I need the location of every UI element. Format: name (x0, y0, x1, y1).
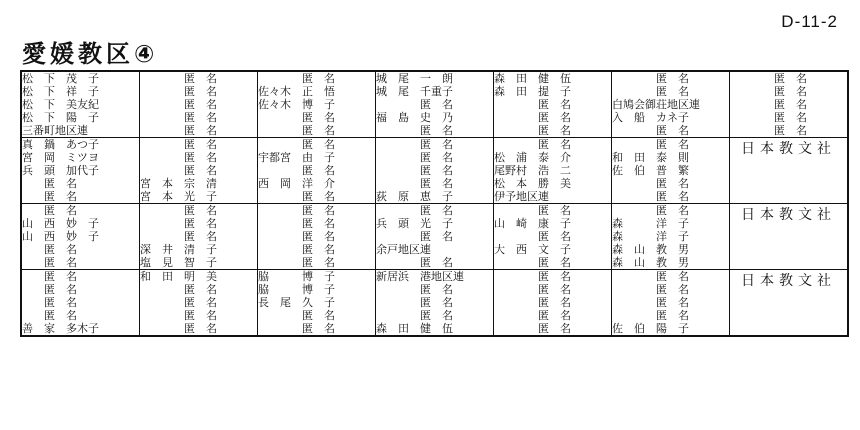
donor-name: 匿 名 (258, 322, 335, 335)
donor-name: 余戸地区連 (376, 243, 431, 256)
donor-name: 山 西 妙 子 (22, 217, 99, 230)
donor-table (20, 70, 849, 337)
table-row (21, 71, 848, 138)
donor-name: 匿 名 (140, 309, 217, 322)
donor-name: 匿 名 (612, 190, 689, 203)
donor-name: 松 本 勝 美 (494, 177, 571, 190)
donor-name: 森 田 提 子 (494, 85, 571, 98)
donor-name: 善 家 多木子 (22, 322, 99, 335)
donor-name: 宮 岡 ミツヨ (22, 151, 99, 164)
name-cell (612, 138, 730, 204)
donor-name: 尾野村 浩 二 (494, 164, 571, 177)
donor-name: 匿 名 (22, 243, 77, 256)
document-code: D-11-2 (781, 12, 838, 31)
donor-name: 匿 名 (376, 177, 453, 190)
name-cell (376, 138, 494, 204)
donor-name: 匿 名 (258, 230, 335, 243)
donor-name: 匿 名 (376, 151, 453, 164)
donor-name: 西 岡 洋 介 (258, 177, 335, 190)
donor-name: 匿 名 (730, 111, 807, 124)
donor-name: 匿 名 (22, 177, 77, 190)
donor-name: 佐 伯 陽 子 (612, 322, 689, 335)
name-cell (612, 270, 730, 337)
name-cell (21, 138, 140, 204)
donor-name: 匿 名 (612, 138, 689, 151)
donor-name: 匿 名 (140, 72, 217, 85)
donor-name: 匿 名 (22, 283, 77, 296)
name-cell (140, 71, 258, 138)
donor-name: 真 鍋 あつ子 (22, 138, 99, 151)
donor-name: 山 西 妙 子 (22, 230, 99, 243)
name-cell (494, 138, 612, 204)
donor-name: 入 船 カネ子 (612, 111, 689, 124)
donor-name: 佐々木 正 悟 (258, 85, 335, 98)
donor-name: 荻 原 恵 子 (376, 190, 453, 203)
donor-name: 松 下 祥 子 (22, 85, 99, 98)
donor-name: 匿 名 (612, 309, 689, 322)
donor-name: 匿 名 (376, 230, 453, 243)
donor-name: 匿 名 (140, 204, 217, 217)
donor-name: 匿 名 (258, 138, 335, 151)
name-cell (494, 204, 612, 270)
donor-name: 匿 名 (612, 85, 689, 98)
donor-name: 匿 名 (494, 124, 571, 137)
donor-name: 匿 名 (258, 309, 335, 322)
donor-name: 匿 名 (140, 283, 217, 296)
donor-name: 匿 名 (730, 85, 807, 98)
donor-name: 宮 本 光 子 (140, 190, 217, 203)
donor-name: 脇 博 子 (258, 283, 335, 296)
name-cell (376, 270, 494, 337)
donor-name: 匿 名 (140, 98, 217, 111)
donor-name: 匿 名 (140, 151, 217, 164)
name-cell (258, 204, 376, 270)
donor-name: 匿 名 (22, 270, 77, 283)
name-cell (494, 71, 612, 138)
name-cell (21, 270, 140, 337)
donor-name: 匿 名 (612, 177, 689, 190)
donor-name: 匿 名 (22, 296, 77, 309)
donor-name: 匿 名 (494, 270, 571, 283)
donor-name: 森 洋 子 (612, 230, 689, 243)
donor-name: 匿 名 (258, 217, 335, 230)
donor-name: 匿 名 (140, 322, 217, 335)
donor-name: 三番町地区連 (22, 124, 88, 137)
name-cell (258, 138, 376, 204)
donor-name: 深 井 清 子 (140, 243, 217, 256)
name-cell (258, 71, 376, 138)
donor-name: 城 尾 千重子 (376, 85, 453, 98)
donor-name: 匿 名 (258, 190, 335, 203)
publisher-label: 日本教文社 (741, 141, 836, 157)
donor-name: 松 浦 泰 介 (494, 151, 571, 164)
donor-name: 宇都宮 由 子 (258, 151, 335, 164)
donor-name: 脇 博 子 (258, 270, 335, 283)
donor-name: 匿 名 (376, 124, 453, 137)
donor-name: 匿 名 (494, 204, 571, 217)
donor-name: 匿 名 (376, 138, 453, 151)
donor-name: 佐々木 博 子 (258, 98, 335, 111)
donor-name: 匿 名 (376, 98, 453, 111)
donor-name: 匿 名 (258, 243, 335, 256)
name-cell (730, 71, 849, 138)
donor-name: 匿 名 (258, 124, 335, 137)
donor-name: 匿 名 (22, 309, 77, 322)
donor-name: 匿 名 (140, 164, 217, 177)
donor-name: 和 田 明 美 (140, 270, 217, 283)
name-cell (612, 71, 730, 138)
donor-name: 匿 名 (376, 256, 453, 269)
donor-name: 松 下 美友紀 (22, 98, 99, 111)
donor-name: 匿 名 (612, 204, 689, 217)
donor-name: 匿 名 (22, 204, 77, 217)
donor-name: 匿 名 (494, 322, 571, 335)
publisher-label: 日本教文社 (741, 207, 836, 223)
donor-name: 匿 名 (140, 230, 217, 243)
donor-name: 匿 名 (140, 111, 217, 124)
donor-name: 兵 頭 光 子 (376, 217, 453, 230)
donor-name: 匿 名 (258, 72, 335, 85)
table-row (21, 204, 848, 270)
name-cell (140, 270, 258, 337)
table-row (21, 138, 848, 204)
donor-name: 匿 名 (612, 72, 689, 85)
publisher-cell (730, 138, 849, 204)
donor-name: 匿 名 (730, 72, 807, 85)
donor-name: 大 西 文 子 (494, 243, 571, 256)
donor-name: 匿 名 (140, 138, 217, 151)
name-cell (140, 138, 258, 204)
donor-name: 匿 名 (494, 138, 571, 151)
donor-name: 森 田 健 伍 (494, 72, 571, 85)
donor-name: 匿 名 (140, 217, 217, 230)
publisher-label: 日本教文社 (741, 273, 836, 289)
donor-name: 匿 名 (494, 230, 571, 243)
donor-name: 松 下 陽 子 (22, 111, 99, 124)
donor-name: 匿 名 (258, 111, 335, 124)
donor-name: 匿 名 (258, 204, 335, 217)
donor-name: 匿 名 (258, 164, 335, 177)
name-cell (140, 204, 258, 270)
publisher-cell (730, 204, 849, 270)
name-cell (376, 71, 494, 138)
name-cell (258, 270, 376, 337)
donor-name: 匿 名 (376, 164, 453, 177)
name-cell (612, 204, 730, 270)
donor-name: 匿 名 (376, 296, 453, 309)
donor-name: 森 洋 子 (612, 217, 689, 230)
name-cell (21, 71, 140, 138)
donor-name: 匿 名 (140, 296, 217, 309)
donor-name: 和 田 泰 則 (612, 151, 689, 164)
donor-name: 匿 名 (494, 256, 571, 269)
donor-name: 福 島 史 乃 (376, 111, 453, 124)
donor-name: 匿 名 (612, 296, 689, 309)
donor-name: 長 尾 久 子 (258, 296, 335, 309)
name-cell (494, 270, 612, 337)
donor-name: 匿 名 (376, 283, 453, 296)
donor-name: 城 尾 一 朗 (376, 72, 453, 85)
donor-name: 匿 名 (22, 190, 77, 203)
donor-name: 匿 名 (140, 85, 217, 98)
donor-name: 山 崎 康 子 (494, 217, 571, 230)
donor-name: 佐 伯 普 繁 (612, 164, 689, 177)
donor-name: 匿 名 (612, 124, 689, 137)
donor-name: 伊予地区連 (494, 190, 549, 203)
page-title: 愛媛教区④ (22, 40, 159, 68)
donor-name: 匿 名 (730, 98, 807, 111)
donor-name: 匿 名 (494, 283, 571, 296)
name-cell (21, 204, 140, 270)
donor-name: 匿 名 (140, 124, 217, 137)
donor-name: 松 下 茂 子 (22, 72, 99, 85)
table-row (21, 270, 848, 337)
donor-name: 匿 名 (494, 309, 571, 322)
donor-name: 兵 頭 加代子 (22, 164, 99, 177)
donor-name: 匿 名 (376, 309, 453, 322)
donor-name: 匿 名 (494, 296, 571, 309)
publisher-cell (730, 270, 849, 337)
donor-name: 森 田 健 伍 (376, 322, 453, 335)
donor-name: 匿 名 (22, 256, 77, 269)
donor-name: 塩 見 智 子 (140, 256, 217, 269)
donor-name: 白鳩会御荘地区連 (612, 98, 700, 111)
donor-name: 森 山 教 男 (612, 256, 689, 269)
donor-name: 新居浜 港地区連 (376, 270, 464, 283)
donor-name: 匿 名 (612, 283, 689, 296)
donor-name: 匿 名 (730, 124, 807, 137)
donor-name: 森 山 教 男 (612, 243, 689, 256)
donor-name: 宮 本 宗 清 (140, 177, 217, 190)
donor-name: 匿 名 (376, 204, 453, 217)
donor-name: 匿 名 (258, 256, 335, 269)
donor-name: 匿 名 (612, 270, 689, 283)
donor-name: 匿 名 (494, 98, 571, 111)
name-cell (376, 204, 494, 270)
donor-name: 匿 名 (494, 111, 571, 124)
